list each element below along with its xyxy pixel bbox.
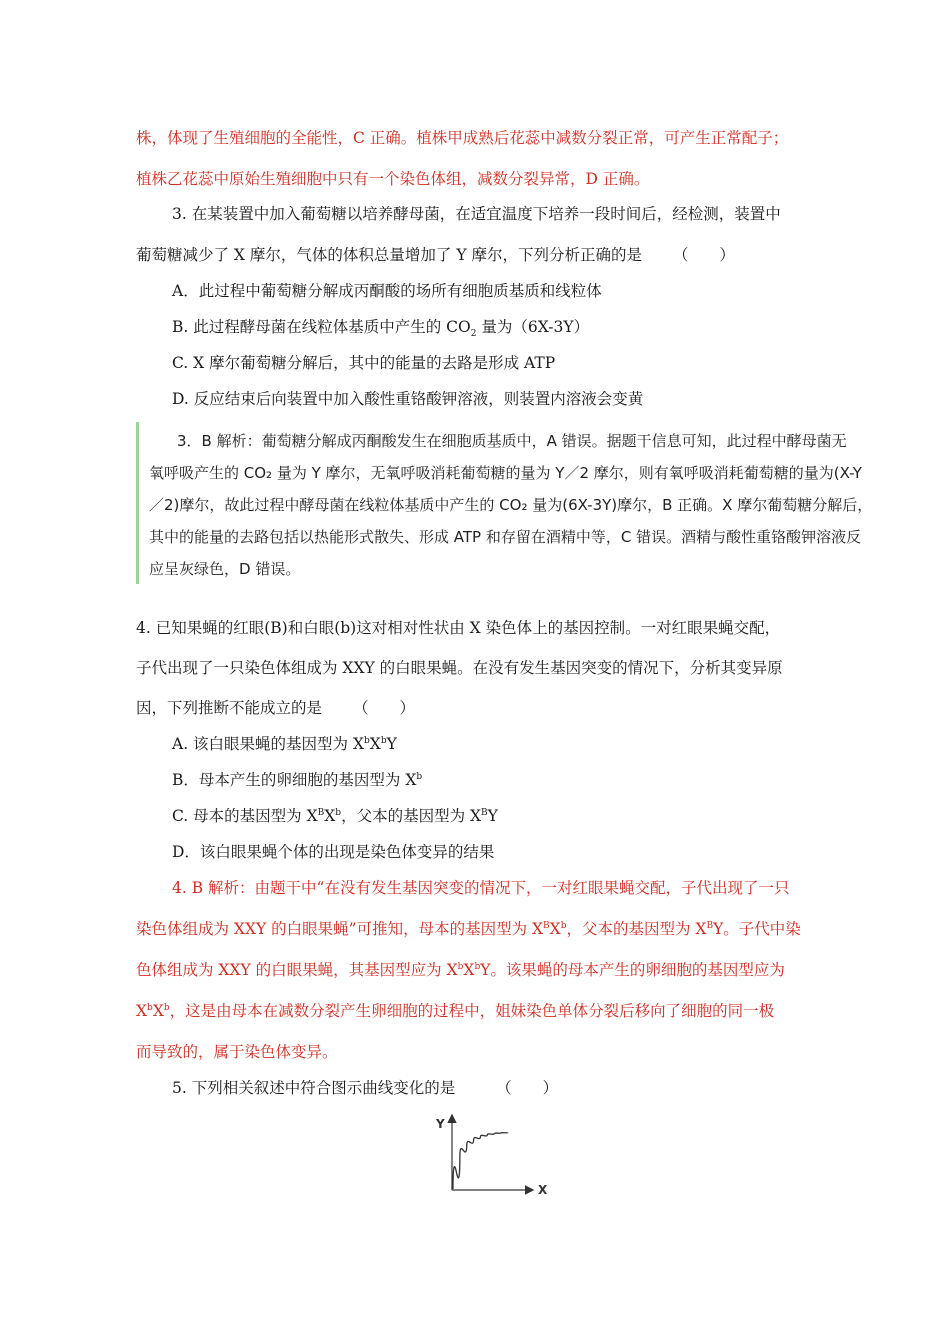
sup-B: B bbox=[706, 920, 714, 931]
sup-B: B bbox=[481, 807, 488, 818]
y-axis-label: Y bbox=[436, 1117, 445, 1131]
q3-answer-line-1: 3．B 解析：葡萄糖分解成丙酮酸发生在细胞质基质中，A 错误。据题干信息可知，此过程中酵母菌无 bbox=[177, 432, 847, 450]
q4-answer-line-2-a: 染色体组成为 XXY 的白眼果蝇”可推知，母本的基因型为 X bbox=[136, 920, 544, 938]
sup-b: b bbox=[560, 920, 567, 931]
q4-answer-line-2-c: Y。子代中染 bbox=[713, 920, 801, 938]
q4-answer-line-2: 染色体组成为 XXY 的白眼果蝇”可推知，母本的基因型为 $X^BX^b$，父本的基因型为 $X^BY$。子代中染 bbox=[136, 920, 801, 938]
x-axis-label: X bbox=[538, 1183, 548, 1197]
q5-curve-figure bbox=[428, 1112, 568, 1202]
q4-answer-line-5: 而导致的，属于染色体变异。 bbox=[136, 1043, 338, 1061]
q4-answer-line-3-a: 色体组成为 XXY 的白眼果蝇，其基因型应为 X bbox=[136, 961, 458, 979]
sup-b: b bbox=[335, 807, 342, 818]
q3-option-b-tail: 量为（6X-3Y） bbox=[476, 318, 590, 336]
q3-option-a: A．此过程中葡萄糖分解成丙酮酸的场所有细胞质基质和线粒体 bbox=[172, 282, 602, 300]
q3-answer-paren: （ ） bbox=[672, 246, 735, 264]
q4-answer-paren: （ ） bbox=[352, 699, 415, 717]
q3-option-b bbox=[172, 316, 589, 338]
q3-stem-text: 葡萄糖减少了 X 摩尔，气体的体积总量增加了 Y 摩尔，下列分析正确的是 bbox=[136, 246, 642, 264]
q3-option-b-sub: 2 bbox=[470, 329, 477, 340]
sup-b: b bbox=[147, 1002, 153, 1013]
sup-B: B bbox=[317, 807, 325, 818]
q3-option-b-text: B. 此过程酵母菌在线粒体基质中产生的 CO bbox=[172, 318, 471, 336]
q3-stem-line-2 bbox=[136, 244, 735, 266]
q3-option-c: C. X 摩尔葡萄糖分解后，其中的能量的去路是形成 ATP bbox=[172, 354, 556, 372]
q3-answer-line-4: 其中的能量的去路包括以热能形式散失、形成 ATP 和存留在酒精中等，C 错误。酒精与酸性重铬酸钾溶液反 bbox=[149, 528, 862, 546]
q4-answer-line-1: 4. B 解析：由题干中“在没有发生基因突变的情况下，一对红眼果蝇交配，子代出现了一只 bbox=[172, 879, 790, 897]
prev-answer-line-2: 植株乙花蕊中原始生殖细胞中只有一个染色体组，减数分裂异常，D 正确。 bbox=[136, 170, 650, 188]
q4-option-d: D．该白眼果蝇个体的出现是染色体变异的结果 bbox=[172, 843, 495, 861]
q5-stem bbox=[172, 1077, 558, 1099]
q3-option-d: D. 反应结束后向装置中加入酸性重铬酸钾溶液，则装置内溶液会变黄 bbox=[172, 390, 644, 408]
sup-b: b bbox=[380, 735, 387, 746]
q4-answer-line-3-b: Y。该果蝇的母本产生的卵细胞的基因型应为 bbox=[480, 961, 785, 979]
saturation-curve bbox=[453, 1133, 508, 1189]
q4-option-c-mid: ，父本的基因型为 X bbox=[341, 807, 482, 825]
q3-stem-line-1: 3. 在某装置中加入葡萄糖以培养酵母菌，在适宜温度下培养一段时间后，经检测，装置中 bbox=[172, 205, 781, 223]
q4-option-c: C. 母本的基因型为 $X^BX^b$，父本的基因型为 $X^BY$ bbox=[172, 807, 498, 825]
q5-stem-text: 5. 下列相关叙述中符合图示曲线变化的是 bbox=[172, 1079, 456, 1097]
q4-option-c-text: C. 母本的基因型为 X bbox=[172, 807, 318, 825]
q4-answer-line-4-b: ，这是由母本在减数分裂产生卵细胞的过程中，姐妹染色单体分裂后移向了细胞的同一极 bbox=[169, 1002, 775, 1020]
q4-option-a-tail: Y bbox=[386, 735, 397, 753]
q3-answer-line-3: ／2)摩尔，故此过程中酵母菌在线粒体基质中产生的 CO₂ 量为(6X-3Y)摩尔，B 正确。X 摩尔葡萄糖分解后， bbox=[149, 496, 873, 514]
q3-answer-line-2: 氧呼吸产生的 CO₂ 量为 Y 摩尔，无氧呼吸消耗葡萄糖的量为 Y／2 摩尔，则有氧呼吸消耗葡萄糖的量为(X-Y bbox=[149, 464, 862, 482]
sup-B: B bbox=[543, 920, 550, 931]
q4-answer-line-4: $X^bX^b$，这是由母本在减数分裂产生卵细胞的过程中，姐妹染色单体分裂后移向了细胞的同一极 bbox=[136, 1002, 775, 1020]
sup-b: b bbox=[457, 961, 464, 972]
q4-answer-line-2-b: ，父本的基因型为 X bbox=[566, 920, 707, 938]
q3-answer-block bbox=[136, 422, 921, 584]
q4-answer-line-4-a: X bbox=[136, 1002, 148, 1020]
sup-b: b bbox=[364, 735, 370, 746]
q4-option-c-tail: Y bbox=[487, 807, 498, 825]
sup-b: b bbox=[416, 771, 423, 782]
q4-option-b bbox=[172, 769, 422, 791]
q4-stem-line-3 bbox=[136, 697, 415, 719]
sup-b: b bbox=[474, 961, 481, 972]
q5-answer-paren: （ ） bbox=[496, 1079, 559, 1097]
q3-answer-line-5: 应呈灰绿色，D 错误。 bbox=[149, 560, 301, 578]
sup-b: b bbox=[163, 1002, 170, 1013]
prev-answer-line-1: 株，体现了生殖细胞的全能性，C 正确。植株甲成熟后花蕊中减数分裂正常，可产生正常配子； bbox=[136, 129, 789, 147]
q4-answer-line-3: 色体组成为 XXY 的白眼果蝇，其基因型应为 $X^bX^bY$。该果蝇的母本产生的卵细胞的基因型应为 bbox=[136, 961, 785, 979]
q4-stem-line-1: 4. 已知果蝇的红眼(B)和白眼(b)这对相对性状由 X 染色体上的基因控制。一对红眼果蝇交配， bbox=[136, 619, 781, 637]
q4-option-b-text: B．母本产生的卵细胞的基因型为 X bbox=[172, 771, 417, 789]
q4-stem-text: 因，下列推断不能成立的是 bbox=[136, 699, 323, 717]
q4-option-a-text: A. 该白眼果蝇的基因型为 X bbox=[172, 735, 365, 753]
q4-option-a: A. 该白眼果蝇的基因型为 $X^bX^bY$ bbox=[172, 735, 397, 753]
q4-stem-line-2: 子代出现了一只染色体组成为 XXY 的白眼果蝇。在没有发生基因突变的情况下，分析其变异原 bbox=[136, 659, 783, 677]
